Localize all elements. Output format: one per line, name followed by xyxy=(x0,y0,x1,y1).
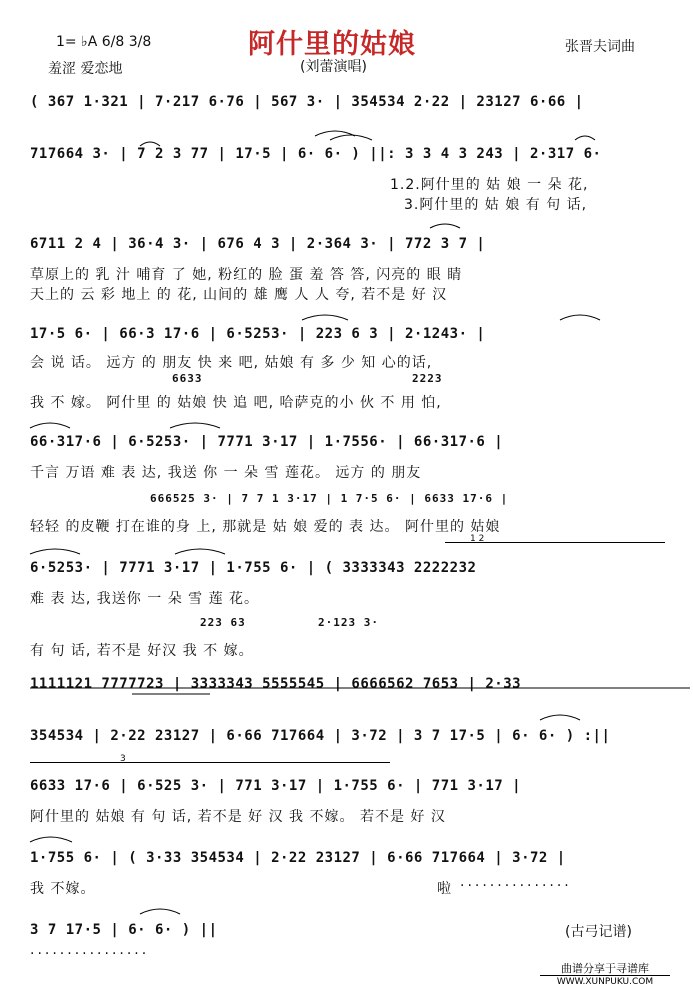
lyric-row-2-verse-1: 1.2.阿什里的 姑 娘 一 朵 花, xyxy=(390,177,589,193)
slur-row-5-a xyxy=(30,423,70,428)
volta-label-1-2: 1 2 xyxy=(470,534,485,544)
lyric-row-12-b: 啦 xyxy=(437,881,452,897)
lyric-row-8: 有 句 话, 若不是 好汉 我 不 嫁。 xyxy=(30,643,254,659)
slur-row-12 xyxy=(30,837,72,842)
sub-notation-row-4-b: 2223 xyxy=(412,372,443,385)
watermark-line-1: 曲谱分享于寻谱库 xyxy=(561,962,649,975)
notation-row-9: 1111121 7777723 | 3333343 5555545 | 6666562 7653 | 2·33 xyxy=(30,676,522,692)
notation-row-12: 1·755 6· | ( 3·33 354534 | 2·22 23127 | 6·66 717664 | 3·72 | xyxy=(30,850,566,866)
notation-row-3: 6711 2 4 | 36·4 3· | 676 4 3 | 2·364 3· | 772 3 7 | xyxy=(30,236,486,252)
lyric-row-6: 轻轻 的皮鞭 打在谁的身 上, 那就是 姑 娘 爱的 表 达。 阿什里的 姑娘 xyxy=(30,519,501,535)
lyric-row-12-a: 我 不嫁。 xyxy=(30,881,96,897)
lyric-row-2-verse-3: 3.阿什里的 姑 娘 有 句 话, xyxy=(404,197,588,213)
notation-row-4: 17·5 6· | 66·3 17·6 | 6·5253· | 223 6 3 | 2·1243· | xyxy=(30,326,486,342)
notation-row-10: 354534 | 2·22 23127 | 6·66 717664 | 3·72 | 3 7 17·5 | 6· 6· ) :|| xyxy=(30,728,611,744)
slur-row-2-b xyxy=(330,135,372,140)
sub-notation-row-6: 666525 3· | 7 7 1 3·17 | 1 7·5 6· | 6633 17·6 | xyxy=(150,492,509,505)
lyric-row-3-verse-1: 草原上的 乳 汁 哺育 了 她, 粉红的 脸 蛋 羞 答 答, 闪亮的 眼 睛 xyxy=(30,267,463,283)
lyric-row-11: 阿什里的 姑娘 有 句 话, 若不是 好 汉 我 不嫁。 若不是 好 汉 xyxy=(30,809,446,825)
lyric-row-7: 难 表 达, 我送你 一 朵 雪 莲 花。 xyxy=(30,591,260,607)
slur-row-4-b xyxy=(560,315,600,320)
sub-notation-row-7-b: 2·123 3· xyxy=(318,616,379,629)
slur-row-10 xyxy=(540,715,580,720)
continuation-dots-row-13: ················ xyxy=(30,946,150,962)
lyric-row-4-verse-2: 我 不 嫁。 阿什里 的 姑娘 快 追 吧, 哈萨克的小 伙 不 用 怕, xyxy=(30,395,442,411)
singer-credit: (刘蕾演唱) xyxy=(300,59,367,75)
volta-label-3: 3 xyxy=(120,754,126,764)
key-signature: 1= ♭A 6/8 3/8 xyxy=(56,34,152,50)
slur-row-2-a xyxy=(140,142,160,146)
slur-row-2-c xyxy=(575,136,595,140)
lyric-row-3-verse-2: 天上的 云 彩 地上 的 花, 山间的 雄 鹰 人 人 夸, 若不是 好 汉 xyxy=(30,287,448,303)
sub-notation-row-4-a: 6633 xyxy=(172,372,203,385)
slur-row-7-a xyxy=(30,549,80,554)
slur-row-4-a xyxy=(302,315,348,320)
notation-row-5: 66·317·6 | 6·5253· | 7771 3·17 | 1·7556· | 66·317·6 | xyxy=(30,434,504,450)
transcriber-credit: (古弓记谱) xyxy=(565,924,632,940)
notation-row-1: ( 367 1·321 | 7·217 6·76 | 567 3· | 354534 2·22 | 23127 6·66 | xyxy=(30,94,584,110)
notation-row-13: 3 7 17·5 | 6· 6· ) || xyxy=(30,922,218,938)
slur-row-7-b xyxy=(175,549,225,554)
composer-credit: 张晋夫词曲 xyxy=(565,39,635,55)
lyric-row-4-verse-1: 会 说 话。 远方 的 朋友 快 来 吧, 姑娘 有 多 少 知 心的话, xyxy=(30,355,433,371)
watermark-url: WWW.XUNPUKU.COM xyxy=(540,975,670,989)
notation-row-11: 6633 17·6 | 6·525 3· | 771 3·17 | 1·755 6· | 771 3·17 | xyxy=(30,778,522,794)
lyric-row-5: 千言 万语 难 表 达, 我送 你 一 朵 雪 莲花。 远方 的 朋友 xyxy=(30,465,422,481)
song-title: 阿什里的姑娘 xyxy=(248,29,416,60)
notation-row-7: 6·5253· | 7771 3·17 | 1·755 6· | ( 3333343 2222232 xyxy=(30,560,477,576)
sub-notation-row-7-a: 223 63 xyxy=(200,616,246,629)
performance-mood: 羞涩 爱恋地 xyxy=(48,61,123,77)
continuation-dots-row-12: ··············· xyxy=(460,878,572,894)
slur-row-13 xyxy=(140,909,180,914)
slur-row-3 xyxy=(430,224,460,228)
slur-row-5-b xyxy=(170,423,220,428)
notation-row-2: 717664 3· | 7 2 3 77 | 17·5 | 6· 6· ) ||: 3 3 4 3 243 | 2·317 6· xyxy=(30,146,602,162)
